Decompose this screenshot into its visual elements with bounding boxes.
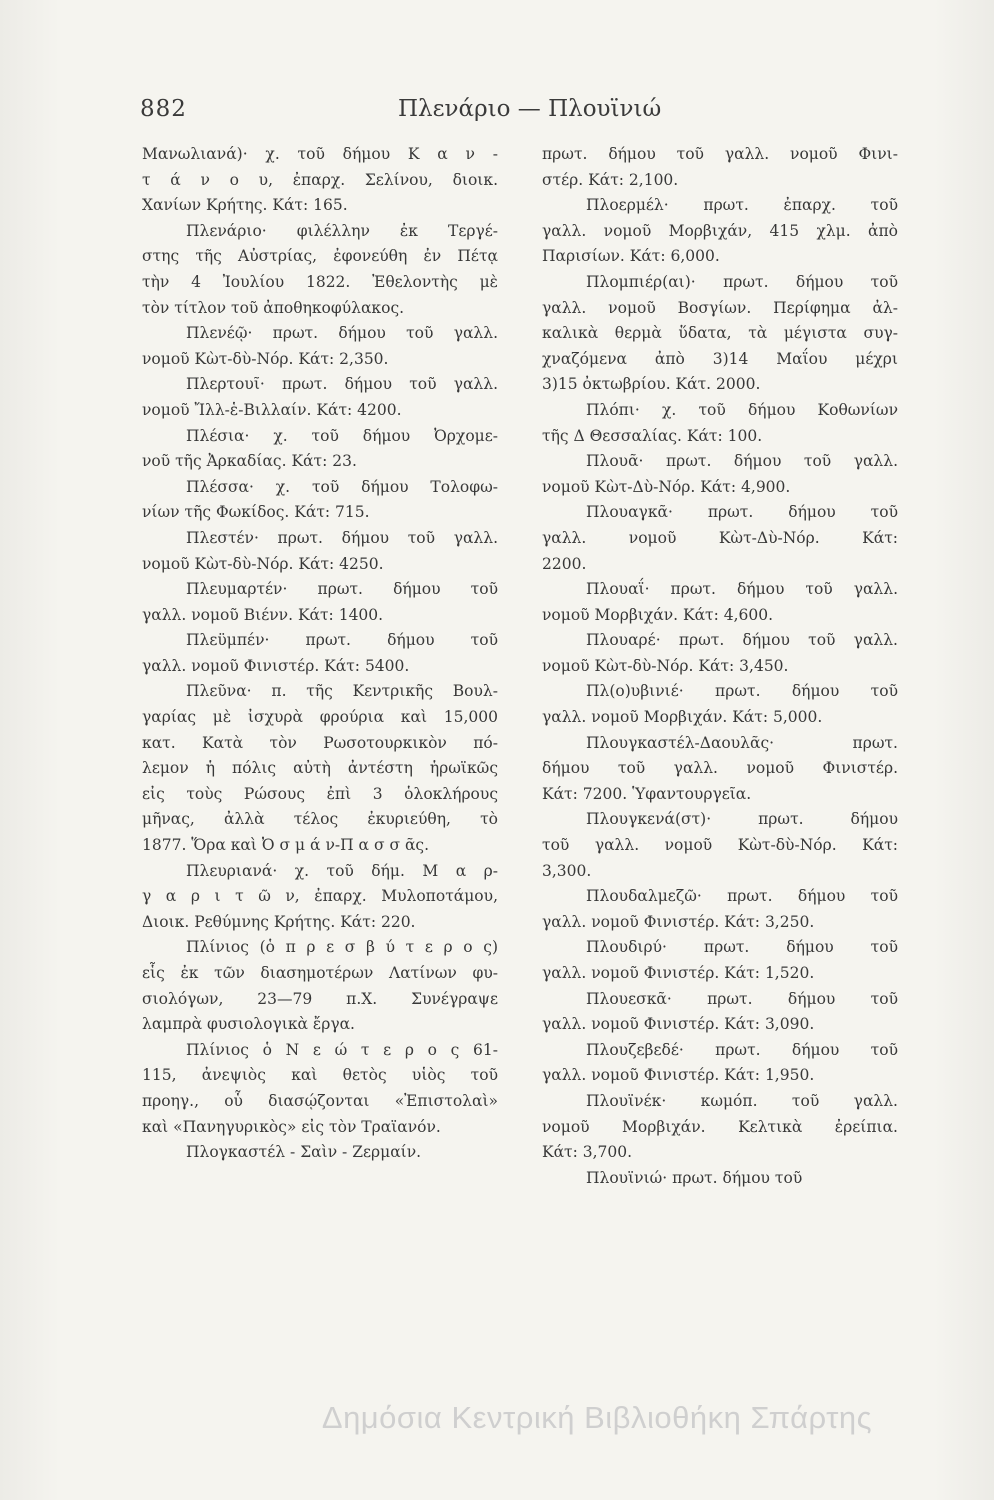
text-line: τὸν τίτλον τοῦ ἀποθηκοφύλακος. (142, 298, 405, 317)
text-line: Κάτ: 3,700. (542, 1143, 633, 1162)
text-line: Πλουαΐ· πρωτ. δήμου τοῦ γαλλ. (586, 580, 898, 599)
text-line: λεμον ἡ πόλις αὐτὴ ἀντέστη ἡρωϊκῶς (142, 759, 498, 778)
text-line: Πλενάριο· φιλέλλην ἐκ Τεργέ- (186, 221, 498, 240)
text-line: Πλενέῷ· πρωτ. δήμου τοῦ γαλλ. (186, 324, 498, 343)
text-line: τὴν 4 Ἰουλίου 1822. Ἐθελοντὴς μὲ (142, 272, 498, 291)
text-line: στης τῆς Αὐστρίας, ἐφονεύθη ἐν Πέτᾳ (142, 247, 498, 266)
text-line: προηγ., οὗ διασῴζονται «Ἐπιστολαὶ» (142, 1091, 498, 1110)
text-line: καὶ «Πανηγυρικὸς» εἰς τὸν Τραϊανόν. (142, 1117, 441, 1136)
text-line: γαλλ. νομοῦ Φινιστέρ. Κάτ: 5400. (142, 656, 410, 675)
text-line: 2200. (542, 554, 587, 573)
text-line: Πλουϊνιώ· πρωτ. δήμου τοῦ (586, 1168, 803, 1187)
text-line: στέρ. Κάτ: 2,100. (542, 170, 679, 189)
text-line: Πλουδιρύ· πρωτ. δήμου τοῦ (586, 938, 898, 957)
text-line: νομοῦ Κὼτ-Δὺ-Νόρ. Κάτ: 4,900. (542, 477, 791, 496)
text-line: τοῦ γαλλ. νομοῦ Κὼτ-δὺ-Νόρ. Κάτ: (542, 836, 898, 855)
text-line: γαλλ. νομοῦ Κὼτ-Δὺ-Νόρ. Κάτ: (542, 528, 898, 547)
text-line: γαλλ. νομοῦ Φινιστέρ. Κάτ: 1,950. (542, 1066, 815, 1085)
text-line: Πλεστέν· πρωτ. δήμου τοῦ γαλλ. (186, 528, 498, 547)
text-line: εἰς τοὺς Ρώσους ἐπὶ 3 ὁλοκλήρους (142, 784, 498, 803)
text-line: Πλογκαστέλ - Σαὶν - Ζερμαίν. (186, 1143, 422, 1162)
text-line: χναζόμενα ἀπὸ 3)14 Μαΐου μέχρι (542, 349, 898, 368)
page-header (140, 96, 900, 136)
text-line: δήμου τοῦ γαλλ. νομοῦ Φινιστέρ. (542, 759, 898, 778)
left-column (142, 142, 498, 1166)
running-head: Πλενάριο — Πλουϊνιώ (398, 96, 662, 122)
text-line: γαλλ. νομοῦ Φινιστέρ. Κάτ: 1,520. (542, 964, 815, 982)
text-line: Πλέσια· χ. τοῦ δήμου Ὀρχομε- (186, 426, 498, 445)
right-column (542, 142, 898, 1191)
text-line: εἷς ἐκ τῶν διασημοτέρων Λατίνων φυ- (142, 964, 498, 982)
text-line: Πλουγκενά(στ)· πρωτ. δήμου (586, 810, 898, 829)
text-line: 1877. Ὅρα καὶ Ὀ σ μ ά ν-Π α σ σ ᾶς. (142, 836, 430, 855)
text-line: νομοῦ Κὼτ-δὺ-Νόρ. Κάτ: 2,350. (142, 349, 389, 368)
text-line: τ ά ν ο υ, ἐπαρχ. Σελίνου, διοικ. (142, 170, 498, 189)
text-line: νομοῦ Ἴλλ-ἑ-Βιλλαίν. Κάτ: 4200. (142, 400, 402, 419)
text-line: καλικὰ θερμὰ ὕδατα, τὰ μέγιστα συγ- (542, 324, 898, 343)
text-line: Πλουᾶ· πρωτ. δήμου τοῦ γαλλ. (586, 452, 898, 471)
text-line: νοῦ τῆς Ἀρκαδίας. Κάτ: 23. (142, 452, 357, 471)
text-line: Πλουζεβεδέ· πρωτ. δήμου τοῦ (586, 1040, 898, 1059)
text-line: γ α ρ ι τ ῶ ν, ἐπαρχ. Μυλοποτάμου, (142, 887, 498, 906)
text-line: γαρίας μὲ ἰσχυρὰ φρούρια καὶ 15,000 (142, 708, 498, 727)
text-line: τῆς Δ Θεσσαλίας. Κάτ: 100. (542, 426, 763, 445)
text-line: Πλουϊνέκ· κωμόπ. τοῦ γαλλ. (586, 1091, 898, 1110)
text-line: 115, ἀνεψιὸς καὶ θετὸς υἱὸς τοῦ (142, 1066, 498, 1085)
text-line: πρωτ. δήμου τοῦ γαλλ. νομοῦ Φινι- (542, 145, 898, 163)
library-watermark: Δημόσια Κεντρική Βιβλιοθήκη Σπάρτης (321, 1400, 873, 1435)
text-line: νομοῦ Μορβιχάν. Κελτικὰ ἐρείπια. (542, 1117, 898, 1136)
text-line: Πλεϋμπέν· πρωτ. δήμου τοῦ (186, 631, 498, 650)
text-line: μῆνας, ἀλλὰ τέλος ἐκυριεύθη, τὸ (142, 810, 498, 829)
text-line: Πλερτουῖ· πρωτ. δήμου τοῦ γαλλ. (186, 375, 498, 394)
text-line: γαλλ. νομοῦ Μορβιχάν. Κάτ: 5,000. (542, 708, 823, 727)
text-line: Πλοερμέλ· πρωτ. ἐπαρχ. τοῦ (586, 196, 898, 215)
text-line: Πλομπιέρ(αι)· πρωτ. δήμου τοῦ (586, 272, 898, 291)
text-line: νομοῦ Κὼτ-δὺ-Νόρ. Κάτ: 3,450. (542, 656, 789, 675)
text-line: 3,300. (542, 861, 592, 880)
text-line: γαλλ. νομοῦ Φινιστέρ. Κάτ: 3,250. (542, 912, 815, 931)
text-line: νίων τῆς Φωκίδος. Κάτ: 715. (142, 503, 370, 522)
text-line: γαλλ. νομοῦ Βιένν. Κάτ: 1400. (142, 605, 384, 624)
text-line: Πλ(ο)υβινιέ· πρωτ. δήμου τοῦ (586, 682, 898, 701)
page-number: 882 (140, 96, 187, 122)
text-line: Πλέσσα· χ. τοῦ δήμου Τολοφω- (186, 477, 498, 496)
text-line: γαλλ. νομοῦ Βοσγίων. Περίφημα ἀλ- (542, 298, 898, 317)
text-line: Πλευμαρτέν· πρωτ. δήμου τοῦ (186, 580, 498, 599)
text-line: 3)15 ὀκτωβρίου. Κάτ. 2000. (542, 375, 761, 394)
text-line: νομοῦ Μορβιχάν. Κάτ: 4,600. (542, 605, 774, 624)
text-line: νομοῦ Κὼτ-δὺ-Νόρ. Κάτ: 4250. (142, 554, 384, 573)
text-line: Μανωλιανά)· χ. τοῦ δήμου Κ α ν - (142, 145, 498, 163)
text-line: Κάτ: 7200. Ὑφαντουργεῖα. (542, 784, 752, 803)
text-line: Πλουαγκᾶ· πρωτ. δήμου τοῦ (586, 503, 898, 522)
text-line: κατ. Κατὰ τὸν Ρωσοτουρκικὸν πό- (142, 733, 498, 752)
text-line: Πλίνιος ὁ Ν ε ώ τ ε ρ ο ς 61- (186, 1040, 498, 1059)
text-line: Πλόπι· χ. τοῦ δήμου Κοθωνίων (586, 400, 898, 419)
text-line: Πλευριανά· χ. τοῦ δήμ. Μ α ρ- (186, 861, 498, 880)
text-line: Πλουεσκᾶ· πρωτ. δήμου τοῦ (586, 989, 898, 1008)
text-line: γαλλ. νομοῦ Μορβιχάν, 415 χλμ. ἀπὸ (542, 221, 898, 240)
text-line: Παρισίων. Κάτ: 6,000. (542, 247, 720, 266)
text-line: Πλουδαλμεζῶ· πρωτ. δήμου τοῦ (586, 887, 898, 906)
text-line: Χανίων Κρήτης. Κάτ: 165. (142, 196, 348, 215)
text-line: γαλλ. νομοῦ Φινιστέρ. Κάτ: 3,090. (542, 1015, 815, 1034)
text-line: σιολόγων, 23—79 π.Χ. Συνέγραψε (142, 989, 498, 1008)
text-line: Πλεῦνα· π. τῆς Κεντρικῆς Βουλ- (186, 682, 498, 701)
text-line: λαμπρὰ φυσιολογικὰ ἔργα. (142, 1015, 355, 1034)
text-line: Πλουαρέ· πρωτ. δήμου τοῦ γαλλ. (586, 631, 898, 650)
text-line: Διοικ. Ρεθύμνης Κρήτης. Κάτ: 220. (142, 912, 416, 931)
text-line: Πλουγκαστέλ-Δαουλᾶς· πρωτ. (586, 733, 898, 752)
text-line: Πλίνιος (ὁ π ρ ε σ β ύ τ ε ρ ο ς) (186, 938, 498, 957)
